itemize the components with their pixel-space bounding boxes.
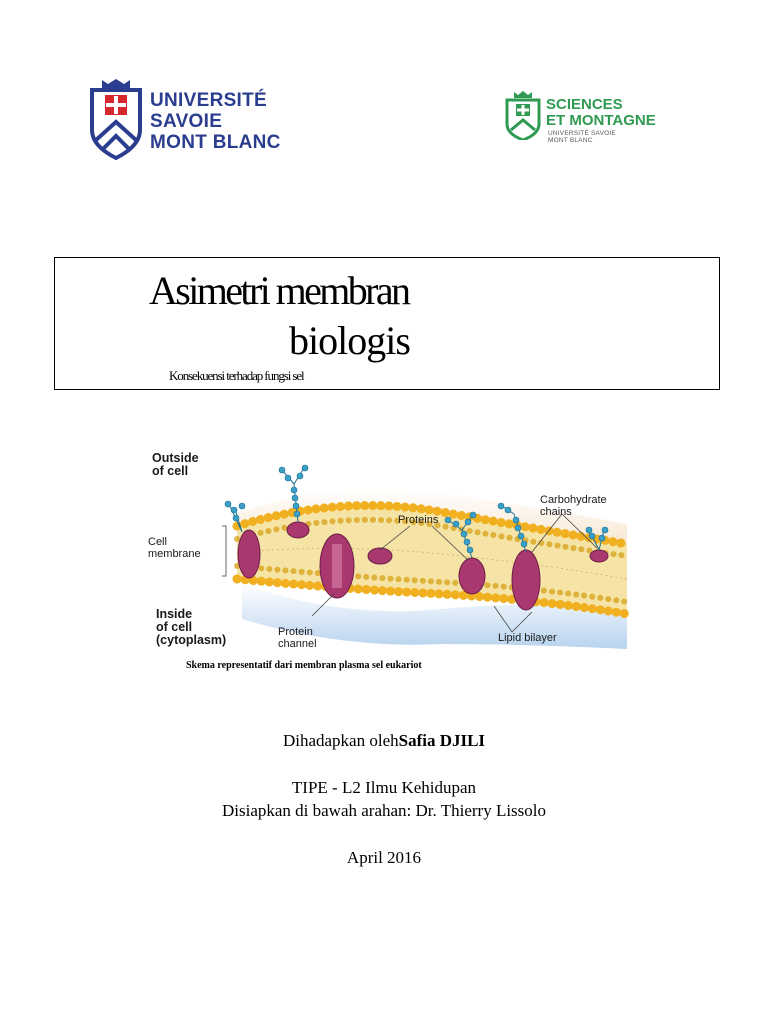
presented-by-line: [0, 731, 768, 751]
date-line: April 2016: [346, 848, 422, 867]
author-name: Safia DJILI: [398, 731, 486, 750]
title-line-2: biologis: [289, 318, 410, 363]
usmb-line-1: UNIVERSITÉ: [150, 90, 268, 111]
sciences-montagne-sub-2: MONT BLANC: [548, 137, 593, 144]
sciences-montagne-logo: [500, 88, 700, 148]
figure-caption: Skema representatif dari membran plasma sel eukariot: [186, 660, 422, 671]
label-carbohydrate-1: Carbohydrate: [540, 494, 607, 506]
membrane-illustration: [142, 444, 632, 656]
title-box: [54, 257, 720, 390]
supervisor-line: Disiapkan di bawah arahan: Dr. Thierry Lissolo: [221, 801, 547, 820]
label-inside-1: Inside: [156, 607, 193, 621]
sciences-montagne-crest-icon: [504, 90, 542, 140]
label-lipid-bilayer: Lipid bilayer: [498, 632, 557, 644]
presented-by-label: Dihadapkan oleh: [282, 731, 399, 750]
sciences-montagne-line-2: ET MONTAGNE: [546, 112, 656, 129]
label-protein-channel-2: channel: [278, 638, 317, 650]
usmb-line-3: MONT BLANC: [150, 132, 281, 153]
sciences-montagne-line-1: SCIENCES: [546, 96, 623, 113]
label-outside-1: Outside: [152, 451, 199, 465]
label-protein-channel-1: Protein: [278, 626, 313, 638]
label-inside-3: (cytoplasm): [156, 633, 227, 647]
label-proteins: Proteins: [398, 514, 439, 526]
course-line: TIPE - L2 Ilmu Kehidupan: [291, 778, 477, 797]
usmb-line-2: SAVOIE: [150, 111, 223, 132]
usmb-logo: [88, 78, 308, 160]
sciences-montagne-sub-1: UNIVERSITÉ SAVOIE: [548, 130, 616, 137]
usmb-crest-icon: [88, 78, 144, 160]
label-carbohydrate-2: chains: [540, 506, 572, 518]
membrane-figure: [142, 444, 632, 656]
label-membrane-2: membrane: [148, 548, 201, 560]
label-membrane-1: Cell: [148, 536, 167, 548]
title-line-1: Asimetri membran: [149, 268, 409, 313]
label-outside-2: of cell: [152, 464, 189, 478]
label-inside-2: of cell: [156, 620, 193, 634]
title-subtitle: Konsekuensi terhadap fungsi sel: [169, 368, 304, 383]
